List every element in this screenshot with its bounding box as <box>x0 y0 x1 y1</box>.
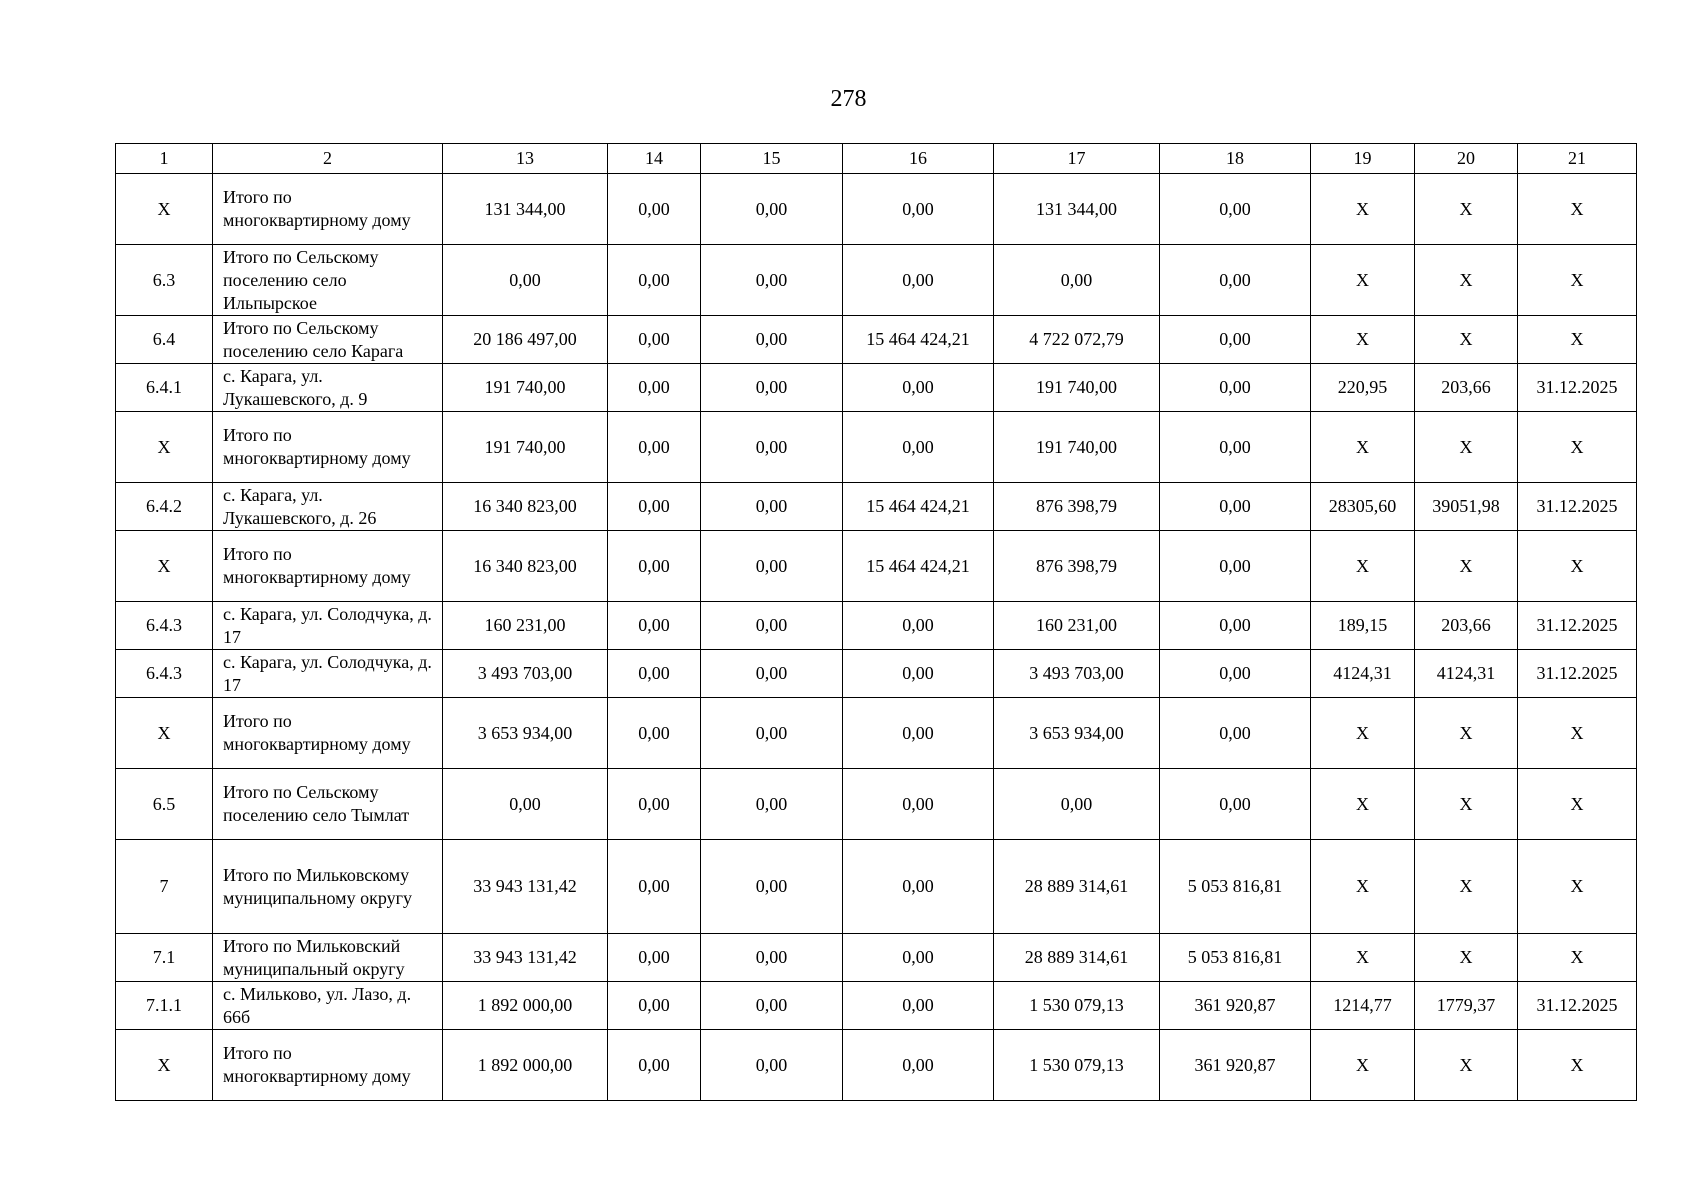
value-cell: 0,00 <box>701 245 843 316</box>
row-number-cell: Х <box>116 174 213 245</box>
value-cell: 0,00 <box>608 531 701 602</box>
table-row <box>116 316 1637 364</box>
table-row <box>116 483 1637 531</box>
name-cell: Итого по многоквартирному дому <box>213 1030 443 1101</box>
value-cell: 0,00 <box>994 769 1160 840</box>
value-cell: 15 464 424,21 <box>843 316 994 364</box>
value-cell: 28 889 314,61 <box>994 934 1160 982</box>
table-row <box>116 840 1637 934</box>
value-cell: Х <box>1415 698 1518 769</box>
header-row <box>116 144 1637 174</box>
header-cell: 1 <box>116 144 213 174</box>
value-cell: 361 920,87 <box>1160 982 1311 1030</box>
value-cell: 0,00 <box>608 650 701 698</box>
row-number-cell: 6.4.3 <box>116 650 213 698</box>
value-cell: Х <box>1311 531 1415 602</box>
value-cell: 191 740,00 <box>443 412 608 483</box>
value-cell: 31.12.2025 <box>1518 483 1637 531</box>
value-cell: 0,00 <box>608 698 701 769</box>
value-cell: Х <box>1518 174 1637 245</box>
value-cell: Х <box>1311 1030 1415 1101</box>
value-cell: 0,00 <box>608 364 701 412</box>
value-cell: 0,00 <box>701 412 843 483</box>
value-cell: 4 722 072,79 <box>994 316 1160 364</box>
value-cell: 361 920,87 <box>1160 1030 1311 1101</box>
value-cell: 0,00 <box>608 174 701 245</box>
value-cell: 0,00 <box>843 650 994 698</box>
value-cell: Х <box>1415 316 1518 364</box>
value-cell: 0,00 <box>608 769 701 840</box>
value-cell: 1214,77 <box>1311 982 1415 1030</box>
value-cell: 31.12.2025 <box>1518 364 1637 412</box>
value-cell: 0,00 <box>443 769 608 840</box>
value-cell: Х <box>1415 412 1518 483</box>
value-cell: 0,00 <box>1160 245 1311 316</box>
value-cell: 0,00 <box>843 174 994 245</box>
value-cell: 0,00 <box>843 840 994 934</box>
name-cell: Итого по Сельскому поселению село Ильпырское <box>213 245 443 316</box>
value-cell: 20 186 497,00 <box>443 316 608 364</box>
value-cell: 31.12.2025 <box>1518 602 1637 650</box>
value-cell: 0,00 <box>843 245 994 316</box>
row-number-cell: Х <box>116 412 213 483</box>
value-cell: 0,00 <box>1160 483 1311 531</box>
name-cell: с. Карага, ул. Солодчука, д. 17 <box>213 602 443 650</box>
value-cell: 203,66 <box>1415 602 1518 650</box>
value-cell: 0,00 <box>608 1030 701 1101</box>
value-cell: 0,00 <box>701 316 843 364</box>
header-cell: 19 <box>1311 144 1415 174</box>
header-cell: 18 <box>1160 144 1311 174</box>
value-cell: 0,00 <box>1160 769 1311 840</box>
value-cell: 3 653 934,00 <box>994 698 1160 769</box>
page-number: 278 <box>830 86 867 112</box>
table-body <box>116 144 1637 1101</box>
value-cell: 1 892 000,00 <box>443 1030 608 1101</box>
table-row <box>116 174 1637 245</box>
value-cell: 876 398,79 <box>994 531 1160 602</box>
table-row <box>116 1030 1637 1101</box>
value-cell: Х <box>1415 174 1518 245</box>
name-cell: Итого по многоквартирному дому <box>213 698 443 769</box>
value-cell: Х <box>1415 769 1518 840</box>
value-cell: 0,00 <box>608 602 701 650</box>
header-cell: 21 <box>1518 144 1637 174</box>
value-cell: 15 464 424,21 <box>843 483 994 531</box>
value-cell: Х <box>1518 840 1637 934</box>
row-number-cell: 6.5 <box>116 769 213 840</box>
value-cell: 0,00 <box>1160 364 1311 412</box>
value-cell: 0,00 <box>1160 412 1311 483</box>
value-cell: 0,00 <box>608 412 701 483</box>
value-cell: 1 530 079,13 <box>994 1030 1160 1101</box>
value-cell: 33 943 131,42 <box>443 840 608 934</box>
value-cell: 0,00 <box>608 934 701 982</box>
value-cell: 0,00 <box>843 698 994 769</box>
value-cell: 191 740,00 <box>443 364 608 412</box>
table-row <box>116 982 1637 1030</box>
value-cell: 3 493 703,00 <box>994 650 1160 698</box>
name-cell: Итого по Сельскому поселению село Карага <box>213 316 443 364</box>
row-number-cell: 6.4 <box>116 316 213 364</box>
row-number-cell: 7.1 <box>116 934 213 982</box>
header-cell: 16 <box>843 144 994 174</box>
value-cell: 0,00 <box>1160 174 1311 245</box>
table-row <box>116 698 1637 769</box>
row-number-cell: 6.4.3 <box>116 602 213 650</box>
value-cell: 0,00 <box>701 769 843 840</box>
value-cell: 1 530 079,13 <box>994 982 1160 1030</box>
name-cell: Итого по многоквартирному дому <box>213 174 443 245</box>
value-cell: Х <box>1518 316 1637 364</box>
value-cell: 0,00 <box>608 840 701 934</box>
row-number-cell: Х <box>116 698 213 769</box>
name-cell: с. Карага, ул. Солодчука, д. 17 <box>213 650 443 698</box>
value-cell: 4124,31 <box>1311 650 1415 698</box>
value-cell: Х <box>1518 769 1637 840</box>
value-cell: 0,00 <box>701 698 843 769</box>
value-cell: Х <box>1518 698 1637 769</box>
value-cell: 3 493 703,00 <box>443 650 608 698</box>
value-cell: 131 344,00 <box>443 174 608 245</box>
value-cell: 0,00 <box>1160 531 1311 602</box>
value-cell: 0,00 <box>843 982 994 1030</box>
value-cell: 1779,37 <box>1415 982 1518 1030</box>
value-cell: 16 340 823,00 <box>443 531 608 602</box>
value-cell: Х <box>1311 245 1415 316</box>
table-row <box>116 531 1637 602</box>
value-cell: Х <box>1518 1030 1637 1101</box>
value-cell: Х <box>1311 316 1415 364</box>
table-row <box>116 769 1637 840</box>
value-cell: Х <box>1518 934 1637 982</box>
value-cell: 31.12.2025 <box>1518 650 1637 698</box>
value-cell: 0,00 <box>608 483 701 531</box>
table-row <box>116 364 1637 412</box>
value-cell: 31.12.2025 <box>1518 982 1637 1030</box>
value-cell: 0,00 <box>1160 698 1311 769</box>
value-cell: 28 889 314,61 <box>994 840 1160 934</box>
row-number-cell: Х <box>116 531 213 602</box>
table-row <box>116 412 1637 483</box>
value-cell: 0,00 <box>843 934 994 982</box>
value-cell: 16 340 823,00 <box>443 483 608 531</box>
value-cell: Х <box>1415 531 1518 602</box>
value-cell: 0,00 <box>994 245 1160 316</box>
row-number-cell: 6.4.1 <box>116 364 213 412</box>
value-cell: Х <box>1311 698 1415 769</box>
value-cell: Х <box>1311 412 1415 483</box>
value-cell: 220,95 <box>1311 364 1415 412</box>
value-cell: 33 943 131,42 <box>443 934 608 982</box>
table-row <box>116 934 1637 982</box>
value-cell: Х <box>1311 840 1415 934</box>
value-cell: Х <box>1311 934 1415 982</box>
value-cell: 0,00 <box>701 982 843 1030</box>
value-cell: 0,00 <box>843 1030 994 1101</box>
name-cell: Итого по многоквартирному дому <box>213 412 443 483</box>
value-cell: Х <box>1518 245 1637 316</box>
row-number-cell: 7.1.1 <box>116 982 213 1030</box>
value-cell: 0,00 <box>701 602 843 650</box>
value-cell: 0,00 <box>843 769 994 840</box>
value-cell: Х <box>1311 769 1415 840</box>
header-cell: 14 <box>608 144 701 174</box>
value-cell: 0,00 <box>1160 316 1311 364</box>
header-cell: 17 <box>994 144 1160 174</box>
value-cell: 131 344,00 <box>994 174 1160 245</box>
value-cell: Х <box>1415 840 1518 934</box>
row-number-cell: 6.4.2 <box>116 483 213 531</box>
header-cell: 2 <box>213 144 443 174</box>
value-cell: 876 398,79 <box>994 483 1160 531</box>
value-cell: 5 053 816,81 <box>1160 934 1311 982</box>
name-cell: Итого по Мильковский муниципальный округу <box>213 934 443 982</box>
name-cell: Итого по Сельскому поселению село Тымлат <box>213 769 443 840</box>
value-cell: 1 892 000,00 <box>443 982 608 1030</box>
value-cell: 0,00 <box>701 840 843 934</box>
header-cell: 15 <box>701 144 843 174</box>
value-cell: 191 740,00 <box>994 412 1160 483</box>
value-cell: 39051,98 <box>1415 483 1518 531</box>
row-number-cell: 6.3 <box>116 245 213 316</box>
value-cell: Х <box>1518 531 1637 602</box>
value-cell: 0,00 <box>701 364 843 412</box>
name-cell: с. Карага, ул. Лукашевского, д. 26 <box>213 483 443 531</box>
value-cell: 0,00 <box>701 483 843 531</box>
data-table <box>115 143 1637 1101</box>
value-cell: Х <box>1415 934 1518 982</box>
value-cell: 0,00 <box>608 316 701 364</box>
value-cell: 0,00 <box>608 245 701 316</box>
value-cell: 4124,31 <box>1415 650 1518 698</box>
name-cell: Итого по Мильковскому муниципальному округу <box>213 840 443 934</box>
value-cell: 160 231,00 <box>994 602 1160 650</box>
row-number-cell: 7 <box>116 840 213 934</box>
header-cell: 13 <box>443 144 608 174</box>
table-row <box>116 245 1637 316</box>
value-cell: 0,00 <box>843 602 994 650</box>
value-cell: 28305,60 <box>1311 483 1415 531</box>
value-cell: 3 653 934,00 <box>443 698 608 769</box>
name-cell: Итого по многоквартирному дому <box>213 531 443 602</box>
value-cell: Х <box>1415 245 1518 316</box>
value-cell: 15 464 424,21 <box>843 531 994 602</box>
name-cell: с. Мильково, ул. Лазо, д. 66б <box>213 982 443 1030</box>
value-cell: 0,00 <box>1160 650 1311 698</box>
value-cell: 5 053 816,81 <box>1160 840 1311 934</box>
value-cell: 191 740,00 <box>994 364 1160 412</box>
value-cell: Х <box>1415 1030 1518 1101</box>
value-cell: 160 231,00 <box>443 602 608 650</box>
value-cell: 0,00 <box>843 412 994 483</box>
value-cell: 0,00 <box>701 1030 843 1101</box>
value-cell: Х <box>1311 174 1415 245</box>
value-cell: 189,15 <box>1311 602 1415 650</box>
value-cell: 203,66 <box>1415 364 1518 412</box>
name-cell: с. Карага, ул. Лукашевского, д. 9 <box>213 364 443 412</box>
header-cell: 20 <box>1415 144 1518 174</box>
value-cell: 0,00 <box>701 531 843 602</box>
value-cell: 0,00 <box>843 364 994 412</box>
value-cell: 0,00 <box>701 174 843 245</box>
value-cell: 0,00 <box>608 982 701 1030</box>
table-row <box>116 650 1637 698</box>
value-cell: 0,00 <box>443 245 608 316</box>
value-cell: 0,00 <box>701 650 843 698</box>
value-cell: Х <box>1518 412 1637 483</box>
value-cell: 0,00 <box>1160 602 1311 650</box>
row-number-cell: Х <box>116 1030 213 1101</box>
table-row <box>116 602 1637 650</box>
value-cell: 0,00 <box>701 934 843 982</box>
